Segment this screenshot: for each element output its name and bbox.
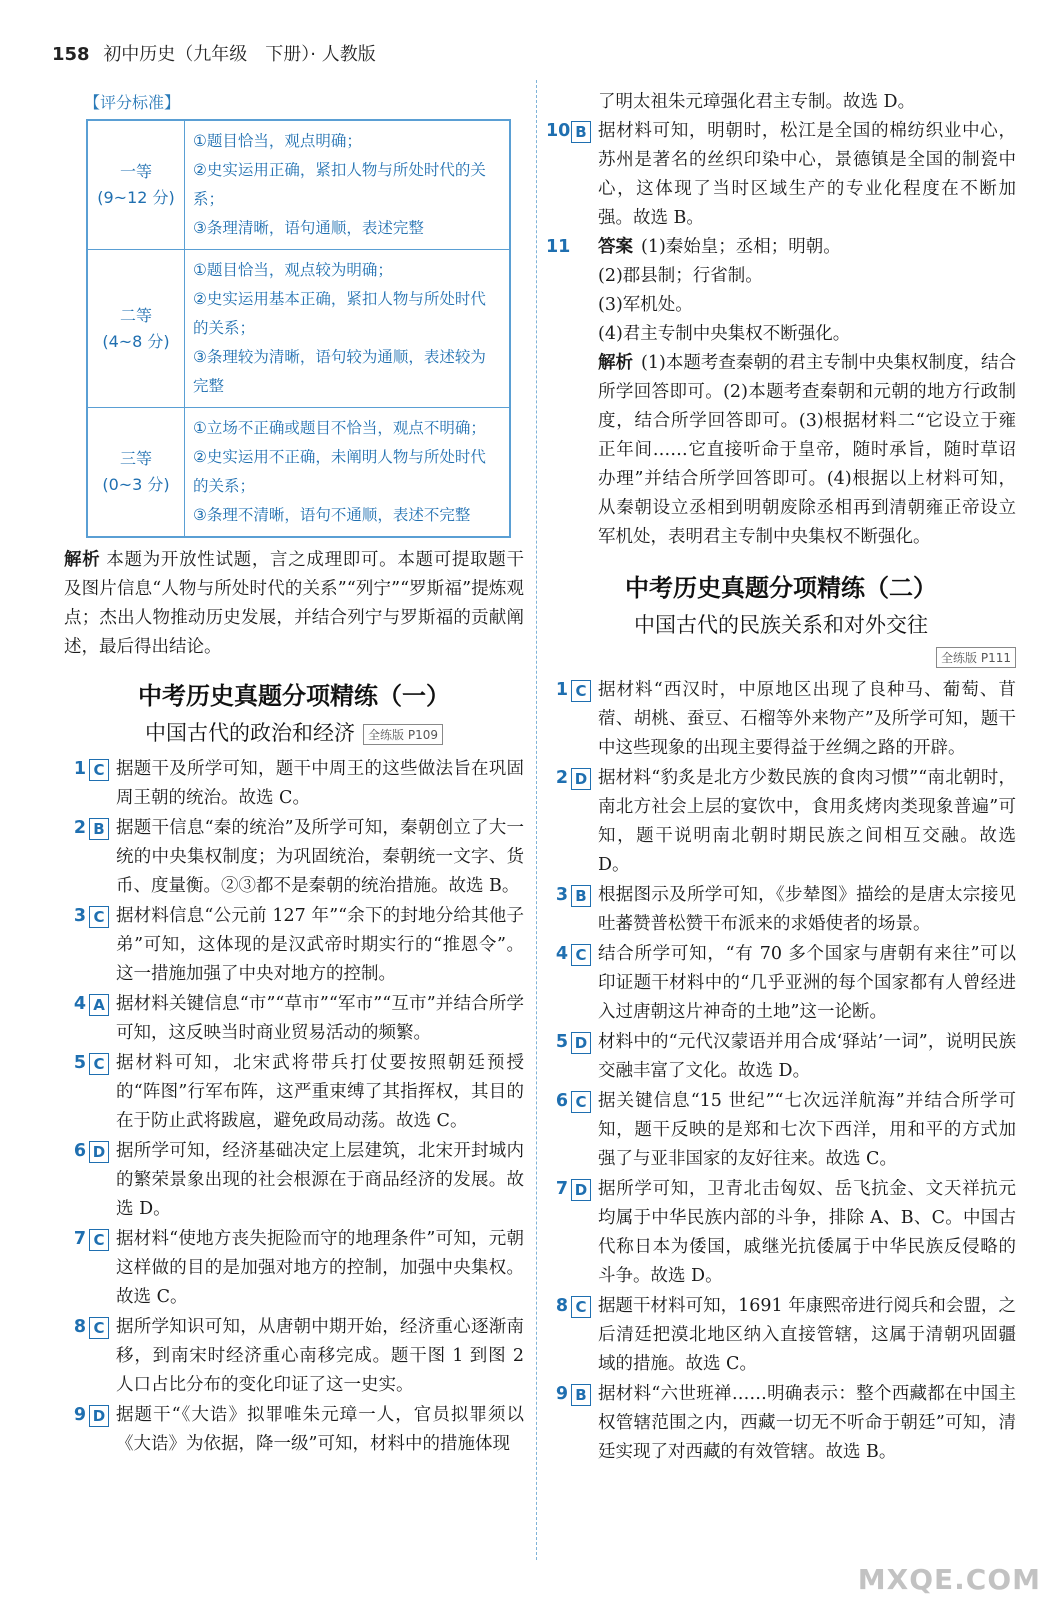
answer-explanation: 据所学可知，经济基础决定上层建筑，北宋开封城内的繁荣景象出现的社会根源在于商品经济的发展。故选 D。 (116, 1141, 524, 1219)
continuation-text: 了明太祖朱元璋强化君主专制。故选 D。 (598, 92, 916, 112)
answer-letter-box: C (89, 906, 109, 928)
rubric-row (87, 120, 510, 250)
grade-range: (9~12 分) (97, 188, 175, 207)
criterion: ②史实运用不正确，未阐明人物与所处时代的关系； (193, 448, 486, 495)
question-number: 9 (73, 1405, 86, 1425)
ref-tag: 全练版 P111 (936, 647, 1016, 668)
answer-item (64, 990, 524, 1048)
question-number: 6 (73, 1141, 86, 1161)
answer-letter-box: B (571, 1384, 591, 1406)
answer-explanation: 据所学可知，卫青北击匈奴、岳飞抗金、文天祥抗元均属于中华民族内部的斗争，排除 A、B、C。中国古代称日本为倭国，戚继光抗倭属于中华民族反侵略的斗争。故选 D。 (598, 1179, 1016, 1286)
answer-letter-box: B (571, 885, 591, 907)
answer-explanation: 结合所学可知，“有 70 多个国家与唐朝有来往”可以印证题干材料中的“几乎亚洲的每个国家都有人曾经进入过唐朝这片神奇的土地”这一论断。 (598, 944, 1016, 1022)
answer-explanation: 据材料“六世班禅……明确表示：整个西藏都在中国主权管辖范围之内，西藏一切无不听命于朝廷”可知，清廷实现了对西藏的有效管辖。故选 B。 (598, 1384, 1016, 1462)
answer-list (64, 755, 524, 1459)
answer-line: (3)军机处。 (598, 295, 693, 315)
question-number: 7 (555, 1179, 568, 1199)
answer-item (64, 902, 524, 989)
ref-tag: 全练版 P109 (363, 724, 443, 745)
question-number: 7 (73, 1229, 86, 1249)
page-number: 158 (52, 44, 90, 65)
rubric-grade (87, 408, 185, 538)
section-subtitle (64, 717, 524, 747)
answer-item (64, 1401, 524, 1459)
criterion: ①立场不正确或题目不恰当，观点不明确； (193, 419, 486, 437)
answer-explanation: 据材料可知，北宋武将带兵打仗要按照朝廷预授的“阵图”行军布阵，这严重束缚了其指挥权，其目的在于防止武将跋扈，避免政局动荡。故选 C。 (116, 1053, 524, 1131)
answer-letter-box: C (89, 1053, 109, 1075)
analysis-label: 解析 (598, 353, 634, 373)
answer-explanation: 据材料“西汉时，中原地区出现了良种马、葡萄、苜蓿、胡桃、蚕豆、石榴等外来物产”及所学可知，题干中这些现象的出现主要得益于丝绸之路的开辟。 (598, 680, 1016, 758)
answer-explanation: 据材料关键信息“市”“草市”“军市”“互市”并结合所学可知，这反映当时商业贸易活动的频繁。 (116, 994, 524, 1043)
answer-letter-box: C (571, 680, 591, 702)
question-number: 6 (555, 1091, 568, 1111)
question-number: 11 (546, 237, 571, 257)
question-number: 5 (555, 1032, 568, 1052)
answer-letter-box: D (571, 768, 591, 790)
answer-letter-box: C (89, 1229, 109, 1251)
rubric-criteria (185, 250, 511, 408)
question-number: 8 (555, 1296, 568, 1316)
left-column (64, 90, 524, 1459)
grade-name: 二等 (119, 305, 152, 325)
answer-item (64, 1313, 524, 1400)
criterion: ③条理较为清晰，语句较为通顺，表述较为完整 (193, 348, 486, 395)
scoring-label: 【评分标准】 (84, 93, 181, 112)
answer-letter-box: C (571, 1296, 591, 1318)
section-title: 中考历史真题分项精练（二） (625, 574, 937, 602)
answer-item-11 (546, 233, 1016, 552)
answer-explanation: 据题干“《大诰》拟罪唯朱元璋一人，官员拟罪须以《大诰》为依据，降一级”可知，材料中的措施体现 (116, 1405, 524, 1454)
rubric-grade (87, 250, 185, 408)
right-column (546, 88, 1016, 1467)
question-number: 2 (555, 768, 568, 788)
criterion: ②史实运用正确，紧扣人物与所处时代的关系； (193, 161, 486, 208)
answer-item (64, 755, 524, 813)
rubric-row (87, 408, 510, 538)
answer-item (546, 1380, 1016, 1467)
question-number: 4 (73, 994, 86, 1014)
answer-explanation: 据材料可知，明朝时，松江是全国的棉纺织业中心，苏州是著名的丝织印染中心，景德镇是全国的制瓷中心，这体现了当时区域生产的专业化程度在不断加强。故选 B。 (598, 121, 1016, 228)
question-number: 9 (555, 1384, 568, 1404)
answer-explanation: 据题干信息“秦的统治”及所学可知，秦朝创立了大一统的中央集权制度；为巩固统治，秦朝统一文字、货币、度量衡。②③都不是秦朝的统治措施。故选 B。 (116, 818, 524, 896)
criterion: ②史实运用基本正确，紧扣人物与所处时代的关系； (193, 290, 486, 337)
rubric-criteria (185, 120, 511, 250)
answer-explanation: 根据图示及所学可知，《步辇图》描绘的是唐太宗接见吐蕃赞普松赞干布派来的求婚使者的场景。 (598, 885, 1016, 934)
answer-explanation: 据题干材料可知，1691 年康熙帝进行阅兵和会盟，之后清廷把漠北地区纳入直接管辖，这属于清朝巩固疆域的措施。故选 C。 (598, 1296, 1016, 1374)
answer-item (546, 1087, 1016, 1174)
answer-letter-box: D (89, 1141, 109, 1163)
answer-item (546, 940, 1016, 1027)
answer-letter-box: D (89, 1405, 109, 1427)
answer-letter-box: A (89, 994, 109, 1016)
answer-item (64, 1225, 524, 1312)
answer-list (546, 117, 1016, 233)
analysis-text: 本题为开放性试题，言之成理即可。本题可提取题干及图片信息“人物与所处时代的关系”“列宁”“罗斯福”提炼观点；杰出人物推动历史发展，并结合列宁与罗斯福的贡献阐述，最后得出结论。 (64, 550, 524, 657)
answer-explanation: 据所学知识可知，从唐朝中期开始，经济重心逐渐南移，到南宋时经济重心南移完成。题干图 1 到图 2 人口占比分布的变化印证了这一史实。 (116, 1317, 524, 1395)
answer-letter-box: D (571, 1032, 591, 1054)
grade-range: (4~8 分) (102, 331, 170, 351)
question-number: 8 (73, 1317, 86, 1337)
answer-item (546, 117, 1016, 233)
rubric-grade (87, 120, 185, 250)
section-title: 中考历史真题分项精练（一） (138, 682, 450, 710)
page-header (52, 40, 376, 66)
answer-explanation: 据题干及所学可知，题干中周王的这些做法旨在巩固周王朝的统治。故选 C。 (116, 759, 524, 808)
grade-name: 一等 (119, 162, 152, 181)
answer-item (546, 764, 1016, 880)
section-subtitle-text: 中国古代的政治和经济 (145, 721, 356, 745)
answer-box (571, 237, 589, 257)
answer-letter-box: C (571, 1091, 591, 1113)
answer-line: (2)郡县制；行省制。 (598, 266, 763, 286)
grade-range: (0~3 分) (102, 475, 170, 494)
criterion: ③条理清晰，语句通顺，表述完整 (193, 219, 424, 237)
answer-letter-box: C (89, 1317, 109, 1339)
answer-list (546, 676, 1016, 1467)
grade-name: 三等 (119, 449, 152, 468)
answer-letter-box: D (571, 1179, 591, 1201)
book-title: 初中历史（九年级 下册）· 人教版 (103, 44, 376, 65)
answer-letter-box: C (571, 944, 591, 966)
answer-item (64, 1137, 524, 1224)
question-number: 3 (555, 885, 568, 905)
criterion: ①题目恰当，观点明确； (193, 132, 362, 150)
answer-letter-box: B (89, 818, 109, 840)
continued-text (546, 88, 1016, 117)
analysis-text: (1)本题考查秦朝的君主专制中央集权制度，结合所学回答即可。(2)本题考查秦朝和元朝的地方行政制度，结合所学回答即可。(3)根据材料二“它设立于雍正年间……它直接听命于皇帝，随时承旨，随时草诏办理”并结合所学回答即可。(4)根据以上材料可知，从秦朝设立丞相到明朝废除丞相再到清朝雍正帝设立军机处，表明君主专制中央集权不断强化。 (598, 353, 1017, 547)
section-subtitle: 中国古代的民族关系和对外交往 (634, 613, 928, 637)
criterion: ③条理不清晰，语句不通顺，表述不完整 (193, 506, 471, 524)
answer-item (64, 814, 524, 901)
column-separator (536, 80, 537, 1560)
criterion: ①题目恰当，观点较为明确； (193, 261, 393, 279)
answer-item (546, 881, 1016, 939)
answer-letter-box: C (89, 759, 109, 781)
answer-explanation: 材料中的“元代汉蒙语并用合成‘驿站’一词”，说明民族交融丰富了文化。故选 D。 (598, 1032, 1016, 1081)
rubric-criteria (185, 408, 511, 538)
ref-tag-row (546, 647, 1016, 668)
question-number: 5 (73, 1053, 86, 1073)
answer-letter-box: B (571, 121, 591, 143)
question-number: 3 (73, 906, 86, 926)
answer-label: 答案 (598, 237, 633, 257)
question-number: 1 (555, 680, 568, 700)
answer-explanation: 据材料信息“公元前 127 年”“余下的封地分给其他子弟”可知，这体现的是汉武帝时期实行的“推恩令”。这一措施加强了中央对地方的控制。 (116, 906, 524, 984)
answer-explanation: 据材料“使地方丧失扼险而守的地理条件”可知，元朝这样做的目的是加强对地方的控制，加强中央集权。故选 C。 (116, 1229, 524, 1307)
answer-item (64, 1049, 524, 1136)
scoring-rubric-table (86, 119, 511, 538)
answer-line: (4)君主专制中央集权不断强化。 (598, 324, 851, 344)
question-number: 2 (73, 818, 86, 838)
answer-item (546, 676, 1016, 763)
answer-explanation: 据材料“豹炙是北方少数民族的食肉习惯”“南北朝时，南北方社会上层的宴饮中，食用炙烤肉类现象普遍”可知，题干说明南北朝时期民族之间相互交融。故选 D。 (598, 768, 1016, 875)
answer-item (546, 1028, 1016, 1086)
rubric-row (87, 250, 510, 408)
analysis-paragraph (64, 546, 524, 662)
question-number: 4 (555, 944, 568, 964)
answer-explanation: 据关键信息“15 世纪”“七次远洋航海”并结合所学可知，题干反映的是郑和七次下西洋，用和平的方式加强了与亚非国家的友好往来。故选 C。 (598, 1091, 1016, 1169)
answer-item (546, 1292, 1016, 1379)
answer-line: (1)秦始皇；丞相；明朝。 (641, 237, 841, 257)
question-number: 10 (546, 121, 571, 141)
watermark: MXQE.COM (857, 1563, 1041, 1596)
answer-item (546, 1175, 1016, 1291)
analysis-label: 解析 (64, 550, 101, 570)
question-number: 1 (73, 759, 86, 779)
